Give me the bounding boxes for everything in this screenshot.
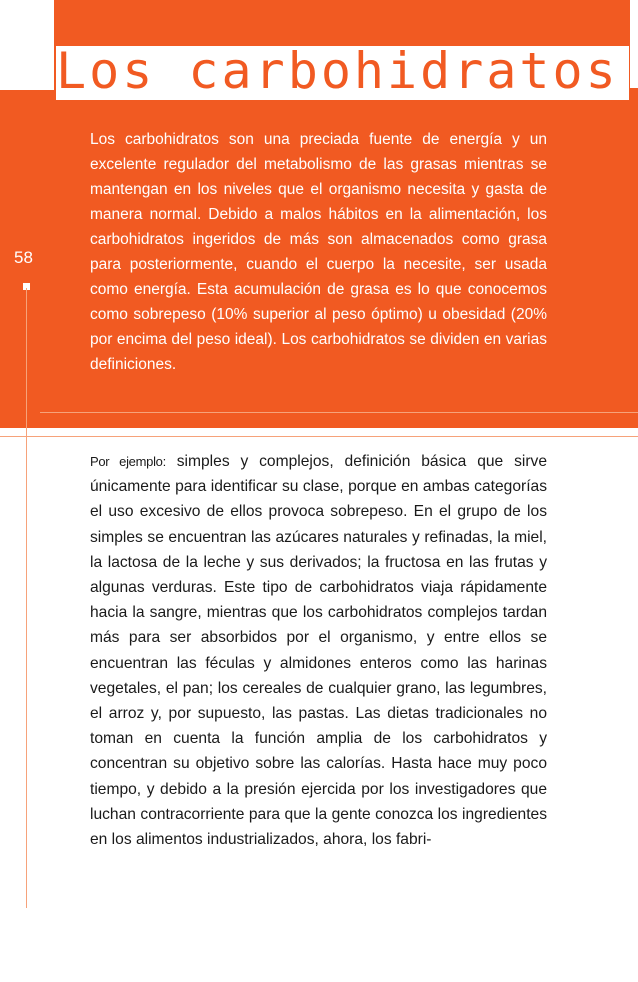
intro-paragraph: Los carbohidratos son una preciada fuente de energía y un excelente regulador del metabolismo de las grasas mientras se mantengan en los niveles que el organismo necesita y gasta de manera normal. Debido a malos hábitos en la alimentación, los carbohidratos ingeridos de más son almacenados como grasa para posteriormente, cuando el cuerpo la necesite, ser usada como energía. Esta acumulación de grasa es lo que conocemos como sobrepeso (10% superior al peso óptimo) u obesidad (20% por encima del peso ideal). Los carbohidratos se dividen en varias definiciones. — [90, 131, 547, 373]
horizontal-rule-upper — [40, 412, 638, 413]
paragraph-body-text: simples y complejos, definición básica que sirve únicamente para identificar su clase, porque en ambas categorías el uso excesivo de ellos provoca sobrepeso. En el grupo de los simples se encuentran las azúcares naturales y refinadas, la miel, la lactosa de la leche y sus derivados; la fructosa en las frutas y algunas verduras. Este tipo de carbohidratos viaja rápidamente hacia la sangre, mientras que los carbohidratos complejos tardan más para ser absorbidos por el organismo, y entre ellos se encuentran las féculas y almidones enteros como las harinas vegetales, el pan; los cereales de cualquier grano, las legumbres, el arroz y, por supuesto, las pastas. Las dietas tradicionales no toman en cuenta la función amplia de los carbohidratos y concentran su objetivo sobre las calorías. Hasta hace muy poco tiempo, y debido a la presión ejercida por los investigadores que luchan contracorriente para que la gente conozca los ingredientes en los alimentos industrializados, ahora, los fabri- — [90, 453, 547, 849]
paragraph-lead-in: Por ejemplo: — [90, 454, 166, 469]
body-paragraph — [90, 449, 547, 852]
page-title: Los carbohidratos — [56, 46, 629, 100]
title-white-tab — [0, 0, 54, 90]
right-white-strip — [630, 0, 638, 88]
page-number: 58 — [14, 248, 33, 267]
horizontal-rule-lower — [0, 436, 638, 437]
margin-vertical-rule — [26, 288, 27, 908]
